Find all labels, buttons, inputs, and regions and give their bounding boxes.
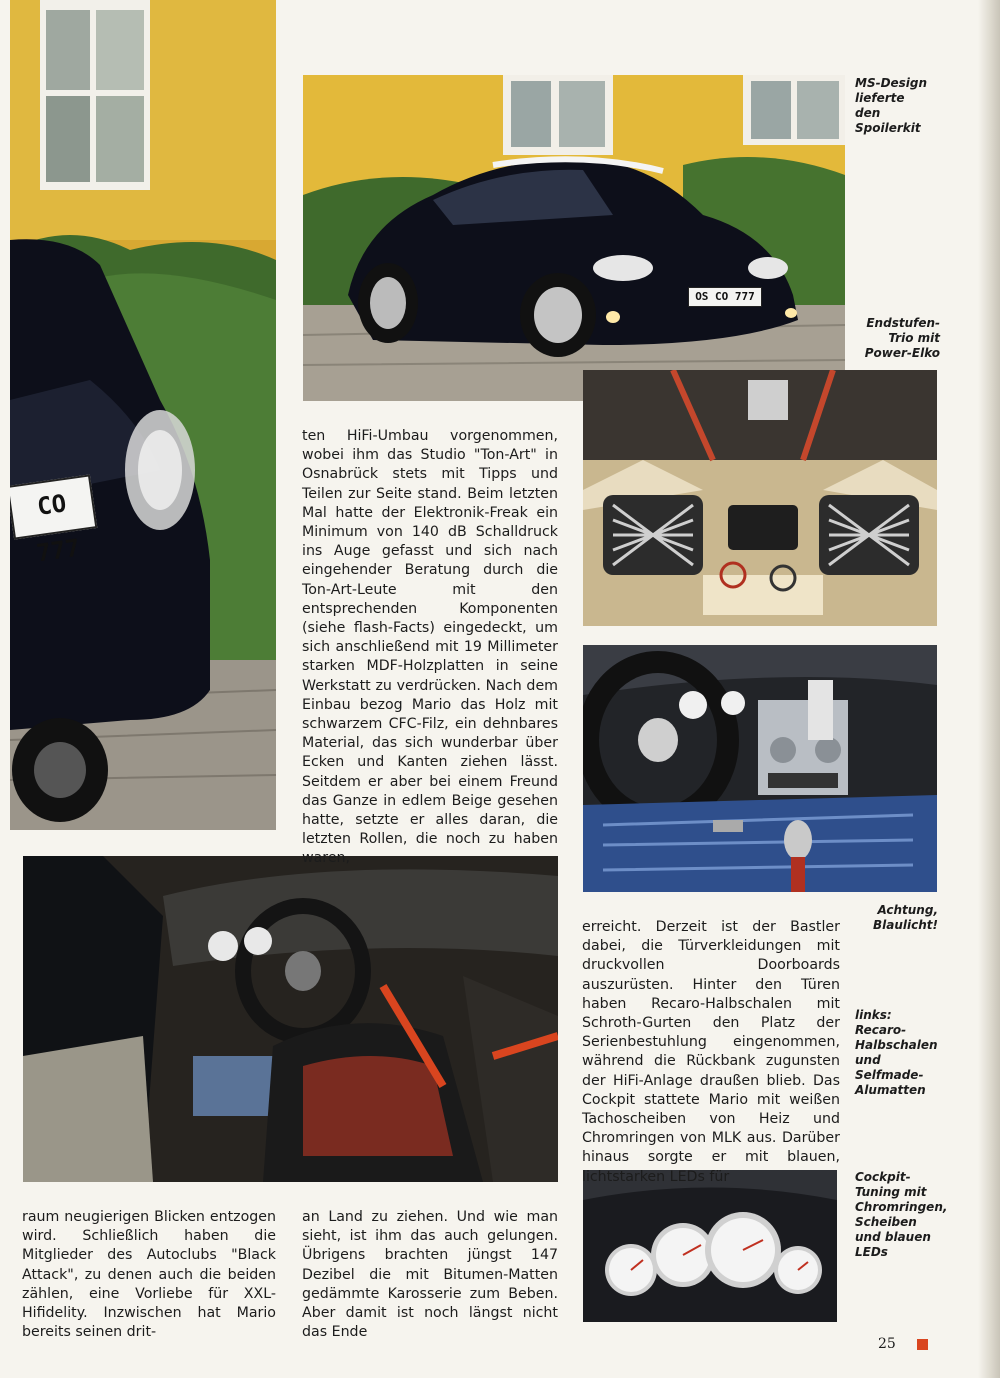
photo-amplifiers xyxy=(583,370,937,626)
article-column-bottom-middle: an Land zu ziehen. Und wie man sieht, ist ihm das auch gelungen. Übrigens brachten jüngst 147 Dezibel die mit Bitumen-Matten gedämmte Karosserie zum Beben. Aber damit ist noch längst nicht das Ende xyxy=(302,1209,558,1341)
rear-license-plate: CO 777 xyxy=(10,474,97,539)
caption-bluelight: Achtung, Blaulicht! xyxy=(873,903,938,932)
caption-amps: Endstufen-Trio mit Power-Elko xyxy=(864,316,940,360)
article-column-right: erreicht. Derzeit ist der Bastler dabei, die Türverkleidungen mit druckvollen Doorboards auszurüsten. Hinter den Türen haben Recaro-Halbschalen mit Schroth-Gurten den Platz der Serienbestuhlung eingenommen, während die Rückbank zugunsten der HiFi-Anlage draußen blieb. Das Cockpit stattete Mario mit weißen Tachoscheiben von Heiz und Chromringen von MLK aus. Darüber hinaus sorgte er mit blauen, lichtstarken LEDs für xyxy=(582,919,840,1185)
photo-rear-car xyxy=(10,0,276,830)
page-marker-square xyxy=(917,1339,928,1350)
page-edge-shadow xyxy=(978,0,1000,1378)
photo-front-car xyxy=(303,75,845,401)
article-column-middle: ten HiFi-Umbau vorgenommen, wobei ihm das Studio "Ton-Art" in Osnabrück stets mit Tipps und Teilen zur Seite stand. Beim letzten Mal hatte der Elektronik-Freak ein Minimum von 140 dB Schalldruck ins Auge gefasst und sich nach eingehender Beratung durch die Ton-Art-Leute mit den entsprechenden Komponenten (siehe flash-Facts) eingedeckt, um sich anschließend mit 19 Millimeter starken MDF-Holzplatten in seine Werkstatt zu verdrücken. Nach dem Einbau bezog Mario das Holz mit schwarzem CFC-Filz, ein dehnbares Material, das sich wunderbar über Ecken und Kanten ziehen lässt. Seitdem er aber bei einem Freund das Ganze in edlem Beige gesehen hatte, setzte er alles daran, die letzten Rollen, die noch zu haben waren, xyxy=(302,428,558,867)
caption-cockpit: Cockpit-Tuning mit Chromringen, Scheiben und blauen LEDs xyxy=(855,1170,948,1259)
front-license-plate: OS CO 777 xyxy=(688,287,762,307)
photo-gauges xyxy=(583,1170,837,1322)
photo-dashboard xyxy=(583,645,937,892)
page-number: 25 xyxy=(878,1336,896,1352)
photo-interior xyxy=(23,856,558,1182)
caption-seats: links: Recaro-Halbschalen und Selfmade-Alumatten xyxy=(855,1008,938,1097)
caption-spoiler: MS-Design lieferte den Spoilerkit xyxy=(855,76,928,135)
article-column-bottom-left: raum neugierigen Blicken entzogen wird. Schließlich haben die Mitglieder des Autoclubs "Black Attack", zu denen auch die beiden zählen, eine Vorliebe für XXL-Hifidelity. Inzwischen hat Mario bereits seinen drit- xyxy=(22,1209,276,1341)
